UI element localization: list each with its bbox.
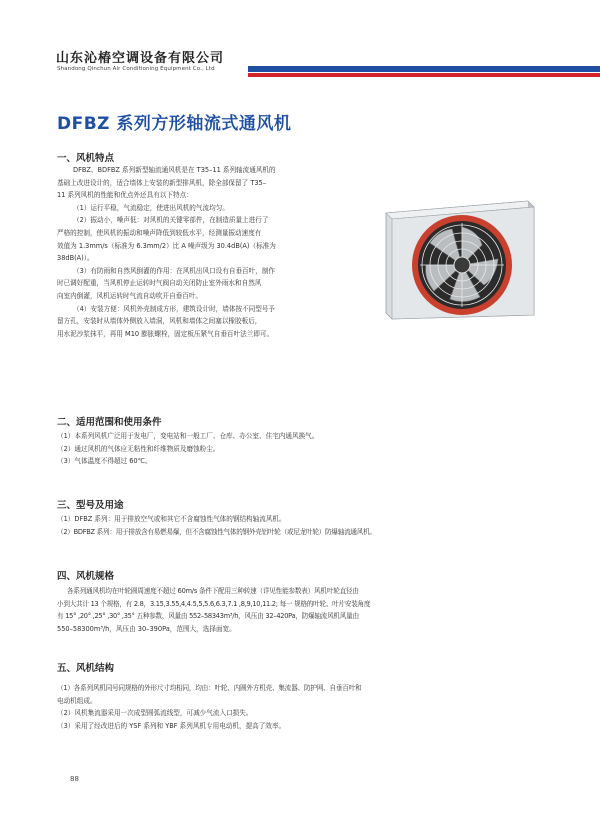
text-line: （1）本系列风机广泛用于发电厂，变电站和一般工厂、仓库、办公室、住宅内通风换气。 (57, 432, 319, 440)
text-line: 各系列通风机均在叶轮圆周速度不超过 60m/s 条件下配用三种转速（详见性能参数表）风机叶轮直径由 (67, 587, 359, 595)
features-text (57, 164, 276, 340)
section-heading-models: 三、型号及用途 (57, 500, 124, 511)
text-line: 小到大共计 13 个规格，有 2.8，3.15,3.55,4,4.5,5,5.6,6.3,7.1 ,8,9,10,11.2; 每一 规格的叶轮、叶片安装角度 (57, 599, 371, 608)
text-line: DFBZ、BDFBZ 系列新型轴流通风机是在 T35–11 系列轴流通风机的 (73, 166, 276, 174)
specs-text (57, 585, 370, 635)
text-line: 有 15° ,20° ,25° ,30° ,35° 五种参数，风量由 552–58343m³/h，风压由 32–420Pa，防爆轴流风机风量由 (57, 612, 359, 621)
structure-text (57, 682, 362, 732)
text-line: 38dB(A)）。 (57, 254, 94, 263)
text-line: 550–58300m³/h，风压由 30–390Pa，范围大，选择面宽。 (57, 624, 236, 633)
text-line: （2）BDFBZ 系列：用于排放含有易燃易爆，但不含腐蚀性气体的钢外壳铝叶轮（或尼龙叶轮）防爆轴流通风机。 (57, 527, 376, 536)
text-line: 严格的控制，使风机的振动和噪声降低到较低水平，经测量振动速度有 (57, 228, 262, 237)
text-line: （3）有防雨和自然风倒灌的作用：在风机出风口设有自垂百叶，制作 (73, 266, 276, 275)
section-heading-features: 一、风机特点 (57, 153, 115, 164)
text-line: （3）采用了经改进后的 YSF 系列和 YBF 系列风机专用电动机，提高了效率。 (57, 721, 286, 730)
text-line: （1）各系列风机同号同规格的外形尺寸均相同，均由：叶轮、内圆外方机壳、集流器、防护网、自垂百叶和 (57, 684, 362, 692)
text-line: 基础上改进设计的，适合墙体上安装的新型排风机，除全部保留了 T35– (57, 178, 267, 187)
text-line: 电动机组成。 (57, 696, 97, 705)
text-line: （1）运行平稳，气流稳定，使进出风机的气流均匀。 (73, 203, 229, 212)
text-line: （2）通过风机的气体应无粘性和纤维物质及磨蚀粉尘。 (57, 444, 220, 453)
models-text (57, 513, 376, 538)
company-name-en: Shandong Qinchun Air Conditioning Equipment Co., Ltd (57, 66, 215, 72)
page-header (0, 0, 600, 96)
header-stripe-red (248, 73, 600, 77)
header-stripe-blue (248, 66, 600, 72)
text-line: 时已调好配重，当风机停止运转时气阀自动关闭防止室外雨水和自然风 (57, 279, 262, 288)
text-line: 用水泥沙浆抹平，再用 M10 膨胀螺栓，固定板压紧气自垂百叶法兰即可。 (57, 329, 274, 338)
section-heading-structure: 五、风机结构 (57, 663, 115, 674)
page-title: DFBZ 系列方形轴流式通风机 (57, 114, 292, 134)
text-line: （4）安装方便：风机外壳制成方形，建筑设计时，墙体按不同型号予 (73, 304, 276, 313)
text-line: 效值为 1.3mm/s（标准为 6.3mm/2）比 A 噪声级为 30.4dB(A)（标准为 (57, 241, 276, 250)
text-line: （3）气体温度不得超过 60℃。 (57, 457, 152, 466)
page-number: 88 (70, 775, 79, 783)
text-line: （1）DFBZ 系列：用于排放空气或和其它不含腐蚀性气体的钢结构轴流风机。 (57, 515, 286, 523)
text-line: 向室内倒灌，风机运转时气流自动吹开自垂百叶。 (57, 291, 203, 300)
scope-text (57, 430, 318, 468)
section-heading-scope: 二、适用范围和使用条件 (57, 417, 162, 428)
fan-product-image (378, 193, 538, 325)
section-heading-specs: 四、风机规格 (57, 571, 115, 582)
text-line: （2）振动小，噪声低：对风机的关键零部件，在制造质量上进行了 (73, 216, 269, 225)
text-line: 留方孔，安装时从墙体外侧放入墙洞，风机和墙体之间塞以橡胶板后， (57, 317, 262, 326)
text-line: 11 系列风机的性能和优点外还具有以下特点： (57, 191, 193, 200)
company-name-cn: 山东沁椿空调设备有限公司 (56, 51, 225, 66)
text-line: （2）风机集流器采用一次成型圆弧流线型，可减少气流入口损失。 (57, 709, 253, 718)
